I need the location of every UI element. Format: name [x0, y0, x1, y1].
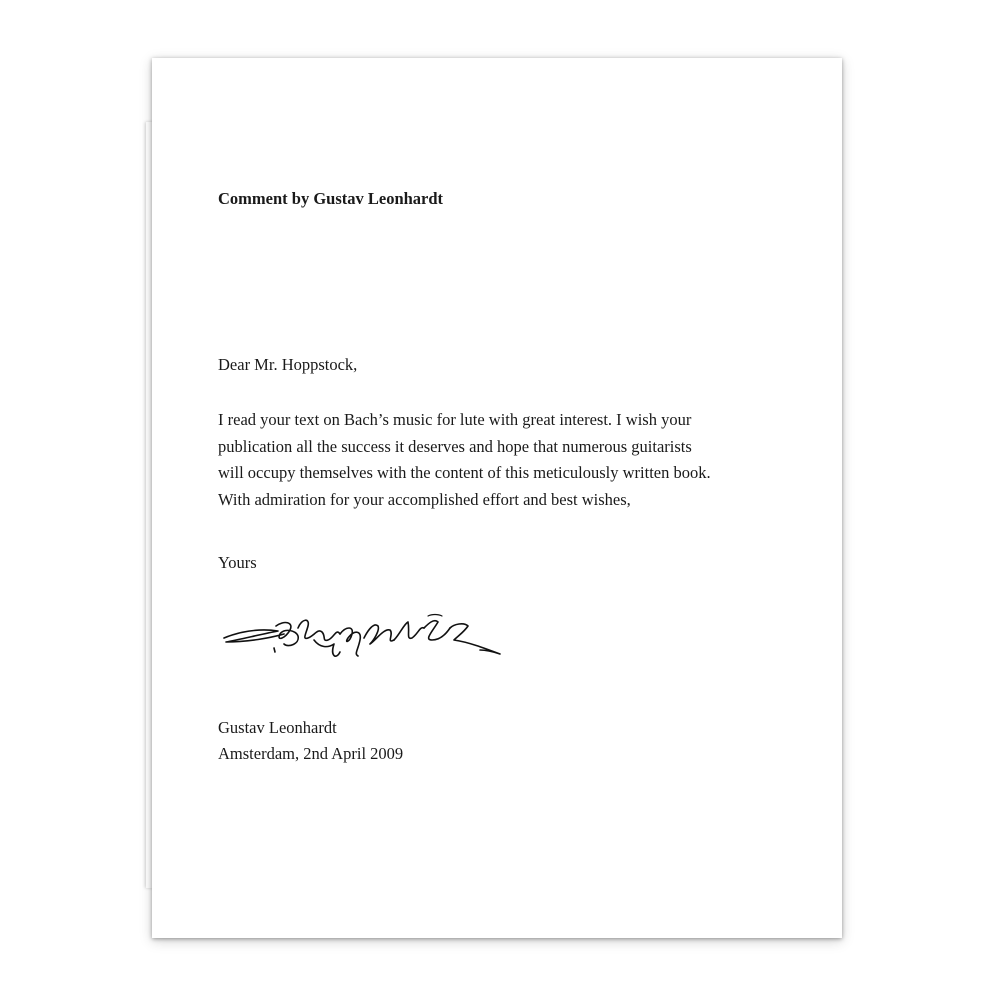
letter-heading: Comment by Gustav Leonhardt [218, 189, 444, 208]
signer-block [218, 715, 403, 767]
body-line: With admiration for your accomplished effort and best wishes, [218, 489, 631, 509]
handwritten-signature [218, 604, 518, 676]
signer-name: Gustav Leonhardt [218, 718, 337, 737]
place-date: Amsterdam, 2nd April 2009 [218, 744, 404, 763]
letter-body [218, 407, 711, 513]
salutation: Dear Mr. Hoppstock, [218, 355, 358, 374]
letter-page [152, 58, 842, 938]
closing: Yours [218, 553, 257, 572]
body-line: will occupy themselves with the content of this meticulously written book. [218, 463, 711, 482]
body-line: publication all the success it deserves and hope that numerous guitarists [218, 436, 692, 456]
body-line: I read your text on Bach’s music for lute with great interest. I wish your [218, 410, 692, 429]
